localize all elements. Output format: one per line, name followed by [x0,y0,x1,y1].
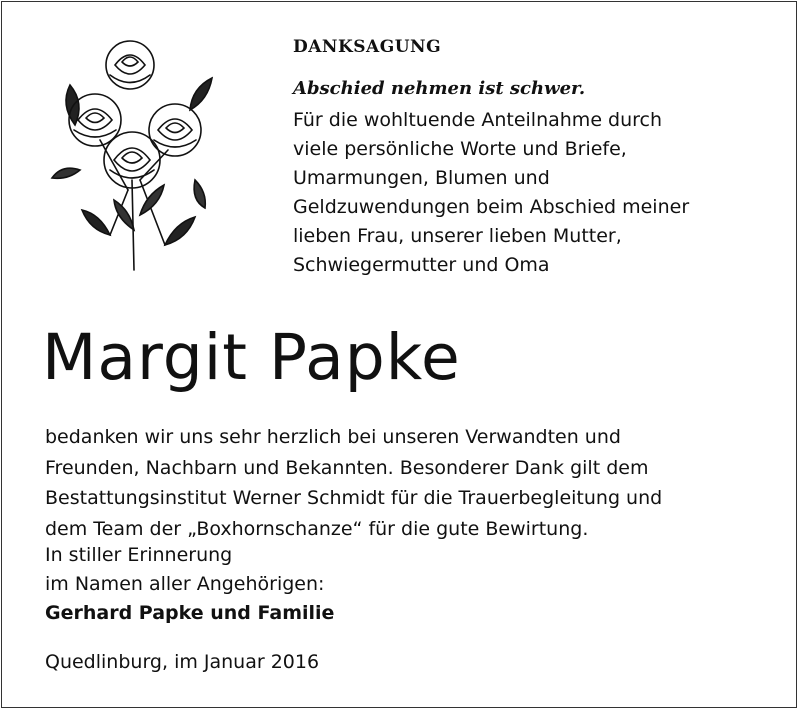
signature: Gerhard Papke und Familie [45,602,335,624]
body-line: dem Team der „Boxhornschanze“ für die gute Bewirtung. [45,517,589,540]
notice-heading: DANKSAGUNG [293,37,442,57]
body-line: Freunden, Nachbarn und Bekannten. Besonderer Dank gilt dem [45,456,649,479]
closing-line: im Namen aller Angehörigen: [45,573,325,595]
body-line: bedanken wir uns sehr herzlich bei unseren Verwandten und [45,426,621,448]
deceased-name: Margit Papke [42,321,461,394]
thanks-paragraph [45,422,765,544]
intro-line: Für die wohltuende Anteilnahme durch [293,109,663,131]
roses-illustration-icon [40,30,220,275]
header-block [293,36,773,280]
intro-line: lieben Frau, unserer lieben Mutter, [293,225,622,247]
closing-block [45,541,545,628]
intro-line: Geldzuwendungen beim Abschied meiner [293,196,690,218]
intro-paragraph [293,106,773,280]
intro-line: viele persönliche Worte und Briefe, [293,138,627,160]
body-line: Bestattungsinstitut Werner Schmidt für die Trauerbegleitung und [45,487,663,509]
notice-motto: Abschied nehmen ist schwer. [293,78,586,99]
closing-line: In stiller Erinnerung [45,544,233,566]
intro-line: Umarmungen, Blumen und [293,167,550,189]
intro-line: Schwiegermutter und Oma [293,254,550,276]
place-date: Quedlinburg, im Januar 2016 [45,651,320,673]
